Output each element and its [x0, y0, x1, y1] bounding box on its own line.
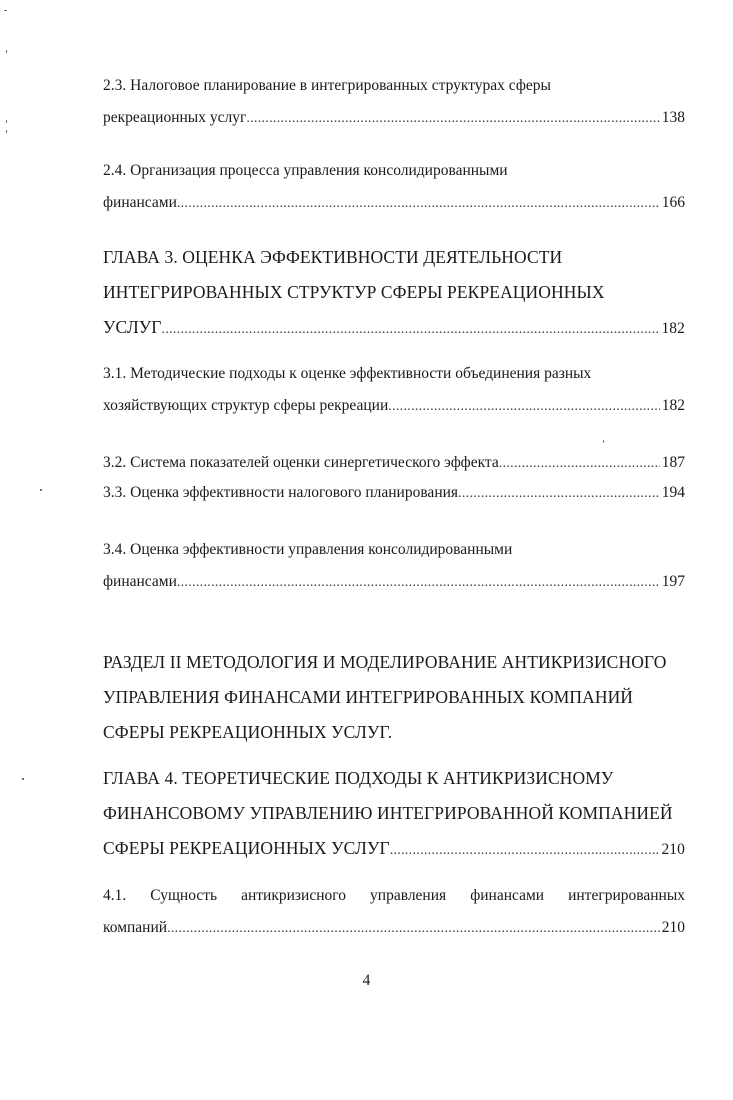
dot-leader: [167, 913, 660, 945]
chapter-heading-text: УСЛУГ: [103, 317, 162, 337]
toc-page-number: 182: [661, 397, 685, 414]
scan-speck: [40, 489, 42, 491]
toc-page-number: 166: [661, 194, 685, 211]
dot-leader: [162, 312, 660, 347]
scan-speck: [603, 440, 604, 443]
toc-page-number: 197: [661, 573, 685, 590]
dot-leader: [388, 391, 659, 423]
section-heading-text: СФЕРЫ РЕКРЕАЦИОННЫХ УСЛУГ.: [103, 722, 393, 742]
dot-leader: [499, 448, 660, 480]
scan-speck: [6, 50, 7, 53]
toc-page-number: 187: [661, 454, 685, 471]
toc-entry-4-1: [103, 880, 685, 944]
toc-entry-last-line: [103, 477, 685, 509]
dot-leader: [177, 188, 660, 220]
toc-page-number: 210: [661, 841, 685, 858]
scan-speck: [6, 130, 7, 133]
toc-page-number: 210: [661, 919, 685, 936]
toc-entry-text: 3.4. Оценка эффективности управления консолидированными: [103, 541, 513, 558]
toc-entry-text: компаний: [103, 919, 168, 936]
toc-entry-justified-line: [103, 880, 685, 912]
chapter-heading-text: ИНТЕГРИРОВАННЫХ СТРУКТУР СФЕРЫ РЕКРЕАЦИОННЫХ: [103, 282, 605, 302]
toc-entry-text: 3.1. Методические подходы к оценке эффективности объединения разных: [103, 365, 592, 382]
dot-leader: [458, 478, 660, 510]
toc-entry-last-line: [103, 310, 685, 345]
toc-entry-text: 3.3. Оценка эффективности налогового планирования: [103, 484, 459, 501]
toc-entry-text: рекреационных услуг: [103, 109, 247, 126]
toc-entry-2-3: [103, 70, 685, 134]
toc-entry-last-line: [103, 566, 685, 598]
chapter-heading-text: ФИНАНСОВОМУ УПРАВЛЕНИЮ ИНТЕГРИРОВАННОЙ КОМПАНИЕЙ: [103, 803, 673, 823]
toc-page-number: 138: [661, 109, 685, 126]
toc-entry-last-line: [103, 447, 685, 479]
toc-entry-text: финансами: [103, 573, 177, 590]
toc-entry-last-line: [103, 102, 685, 134]
toc-chapter-4: [103, 761, 685, 866]
toc-entry-3-3: [103, 477, 685, 509]
toc-entry-text: хозяйствующих структур сферы рекреации: [103, 397, 389, 414]
toc-entry-last-line: [103, 912, 685, 944]
chapter-heading-text: СФЕРЫ РЕКРЕАЦИОННЫХ УСЛУГ: [103, 838, 390, 858]
dot-leader: [246, 103, 659, 135]
toc-entry-3-4: [103, 534, 685, 598]
scan-speck: [4, 10, 7, 11]
toc-word: управления: [370, 887, 447, 904]
toc-entry-text: 3.2. Система показателей оценки синергетического эффекта: [103, 454, 499, 471]
toc-entry-text: 2.3. Налоговое планирование в интегрированных структурах сферы: [103, 77, 551, 94]
toc-entry-3-2: [103, 447, 685, 479]
toc-entry-last-line: [103, 831, 685, 866]
chapter-heading-text: ГЛАВА 3. ОЦЕНКА ЭФФЕКТИВНОСТИ ДЕЯТЕЛЬНОСТИ: [103, 247, 563, 267]
toc-chapter-3: [103, 240, 685, 345]
toc-entry-3-1: [103, 358, 685, 422]
scan-speck: [6, 120, 7, 123]
page-number: 4: [362, 972, 371, 989]
toc-entry-last-line: [103, 390, 685, 422]
toc-entry-last-line: [103, 187, 685, 219]
toc-word: интегрированных: [568, 887, 685, 904]
toc-entry-text: финансами: [103, 194, 177, 211]
toc-word: 4.1.: [103, 887, 127, 904]
toc-word: финансами: [470, 887, 545, 904]
section-heading-text: УПРАВЛЕНИЯ ФИНАНСАМИ ИНТЕГРИРОВАННЫХ КОМПАНИЙ: [103, 687, 634, 707]
toc-section-2: [103, 645, 703, 750]
scan-speck: [22, 778, 24, 780]
toc-page-number: 194: [661, 484, 685, 501]
toc-entry-text: 2.4. Организация процесса управления консолидированными: [103, 162, 508, 179]
dot-leader: [390, 833, 660, 868]
toc-page-number: 182: [661, 320, 685, 337]
toc-word: антикризисного: [241, 887, 346, 904]
chapter-heading-text: ГЛАВА 4. ТЕОРЕТИЧЕСКИЕ ПОДХОДЫ К АНТИКРИЗИСНОМУ: [103, 768, 614, 788]
section-heading-text: РАЗДЕЛ II МЕТОДОЛОГИЯ И МОДЕЛИРОВАНИЕ АНТИКРИЗИСНОГО: [103, 652, 667, 672]
dot-leader: [177, 567, 660, 599]
toc-entry-2-4: [103, 155, 685, 219]
toc-word: Сущность: [150, 887, 218, 904]
